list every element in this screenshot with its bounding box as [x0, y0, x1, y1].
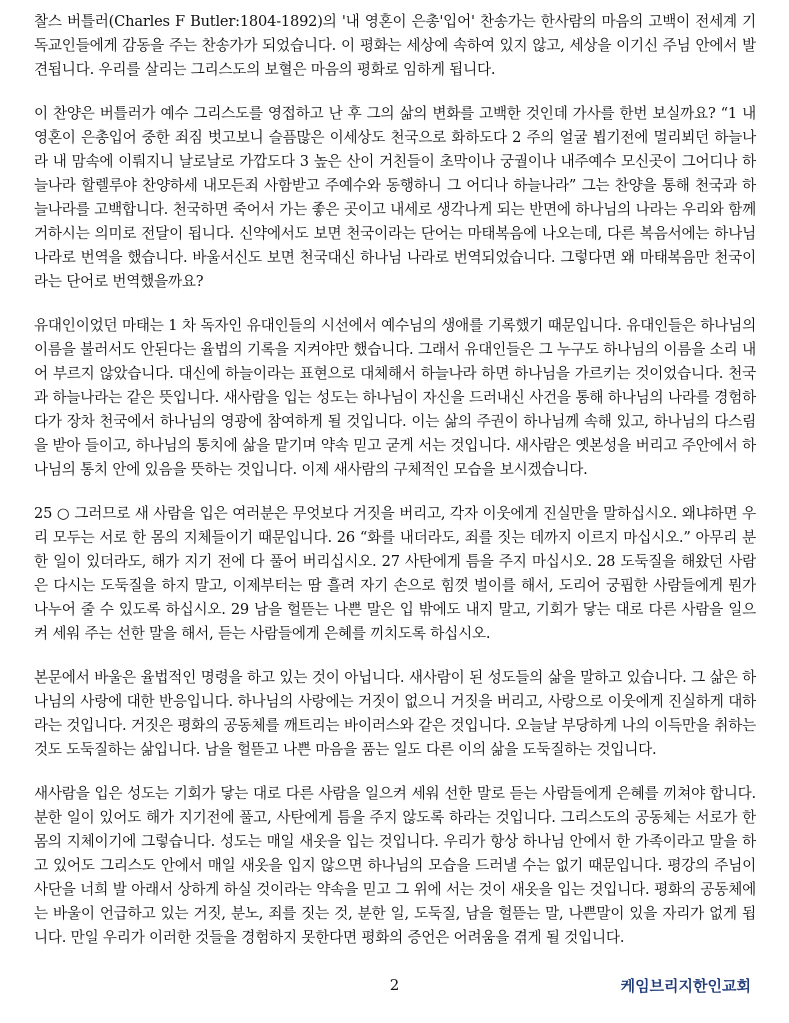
page-number: 2 [389, 976, 400, 994]
church-name: 케임브리지한인교회 [620, 977, 751, 995]
scripture-passage: 25 ○ 그러므로 새 사람을 입은 여러분은 무엇보다 거짓을 버리고, 각자 이웃에게 진실만을 말하십시오. 왜냐하면 우리 모두는 서로 한 몸의 지체들이기 때문입니다. 26 “화를 내더라도, 죄를 짓는 데까지 이르지 마십시오.” 아무리 분한 일이 있더라도, 해가 지기 전에 다 풀어 버리십시오. 27 사탄에게 틈을 주지 마십시오. 28 도둑질을 해왔던 사람은 다시는 도둑질을 하지 말고, 이제부터는 땀 흘려 자기 손으로 힘껏 벌이를 해서, 도리어 궁핍한 사람들에게 뭔가 나누어 줄 수 있도록 하십시오. 29 남을 헐뜯는 나쁜 말은 입 밖에도 내지 말고, 기회가 닿는 대로 다른 사람을 일으켜 세워 주는 선한 말을 해서, 듣는 사람들에게 은혜를 끼치도록 하십시오. [34, 505, 756, 642]
paragraph-5: 본문에서 바울은 율법적인 명령을 하고 있는 것이 아닙니다. 새사람이 된 성도들의 삶을 말하고 있습니다. 그 삶은 하나님의 사랑에 대한 반응입니다. 하나님의 사랑에는 거짓이 없으니 거짓을 버리고, 사랑으로 이웃에게 진실하게 대하라는 것입니다. 거짓은 평화의 공동체를 깨트리는 바이러스와 같은 것입니다. 오늘날 부당하게 나의 이득만을 취하는 것도 도둑질하는 삶입니다. 남을 헐뜯고 나쁜 마음을 품는 일도 다른 이의 삶을 도둑질하는 것입니다. [34, 669, 756, 758]
paragraph-2: 이 찬양은 버틀러가 예수 그리스도를 영접하고 난 후 그의 삶의 변화를 고백한 것인데 가사를 한번 보실까요? “1 내영혼이 은총입어 중한 죄짐 벗고보니 슬픔많은 이세상도 천국으로 화하도다 2 주의 얼굴 뵙기전에 멀리뵈던 하늘나라 내 맘속에 이뤄지니 날로날로 가깝도다 3 높은 산이 거친들이 초막이나 궁궐이나 내주예수 모신곳이 그어디나 하늘나라 할렐루야 찬양하세 내모든죄 사함받고 주예수와 동행하니 그 어디나 하늘나라” 그는 찬양을 통해 천국과 하늘나라를 고백합니다. 천국하면 죽어서 가는 좋은 곳이고 내세로 생각나게 되는 반면에 하나님의 나라는 우리와 함께 거하시는 의미로 전달이 됩니다. 신약에서도 보면 천국이라는 단어는 마태복음에 나오는데, 다른 복음서에는 하나님 나라로 번역을 했습니다. 바울서신도 보면 천국대신 하나님 나라로 번역되었습니다. 그렇다면 왜 마태복음만 천국이라는 단어로 번역했을까요? [34, 105, 756, 290]
paragraph-1: 찰스 버틀러(Charles F Butler:1804-1892)의 '내 영혼이 은총'입어' 찬송가는 한사람의 마음의 고백이 전세계 기독교인들에게 감동을 주는 찬송가가 되었습니다. 이 평화는 세상에 속하여 있지 않고, 세상을 이기신 주님 안에서 발견됩니다. 우리를 살리는 그리스도의 보혈은 마음의 평화로 임하게 됩니다. [34, 13, 756, 78]
document-body [34, 10, 756, 950]
paragraph-6: 새사람을 입은 성도는 기회가 닿는 대로 다른 사람을 일으켜 세워 선한 말로 듣는 사람들에게 은혜를 끼쳐야 합니다. 분한 일이 있어도 해가 지기전에 풀고, 사탄에게 틈을 주지 않도록 하라는 것입니다. 그리스도의 공동체는 서로가 한 몸의 지체이기에 그렇습니다. 성도는 매일 새옷을 입는 것입니다. 우리가 항상 하나님 안에서 한 가족이라고 말을 하고 있어도 그리스도 안에서 매일 새옷을 입지 않으면 하나님의 모습을 드러낼 수는 없기 때문입니다. 평강의 주님이 사단을 너희 발 아래서 상하게 하실 것이라는 약속을 믿고 그 위에 서는 것이 새옷을 입는 것입니다. 평화의 공동체에는 바울이 언급하고 있는 거짓, 분노, 죄를 짓는 것, 분한 일, 도둑질, 남을 헐뜯는 말, 나쁜말이 있을 자리가 없게 됩니다. 만일 우리가 이러한 것들을 경험하지 못한다면 평화의 증언은 어려움을 겪게 될 것입니다. [34, 785, 756, 946]
paragraph-3: 유대인이었던 마태는 1 차 독자인 유대인들의 시선에서 예수님의 생애를 기록했기 때문입니다. 유대인들은 하나님의 이름을 불러서도 안된다는 율법의 기록을 지켜야만 했습니다. 그래서 유대인들은 그 누구도 하나님의 이름을 소리 내어 부르지 않았습니다. 대신에 하늘이라는 표현으로 대체해서 하늘나라 하면 하나님을 가르키는 것이었습니다. 천국과 하늘나라는 같은 뜻입니다. 새사람을 입는 성도는 하나님이 자신을 드러내신 사건을 통해 하나님의 나라를 경험하다가 장차 천국에서 하나님의 영광에 참여하게 될 것입니다. 이는 삶의 주권이 하나님께 속해 있고, 하나님의 다스림을 받아 들이고, 하나님의 통치에 삶을 맡기며 약속 믿고 굳게 서는 것입니다. 새사람은 옛본성을 버리고 주안에서 하나님의 통치 안에 있음을 뜻하는 것입니다. 이제 새사람의 구체적인 모습을 보시겠습니다. [34, 317, 756, 478]
